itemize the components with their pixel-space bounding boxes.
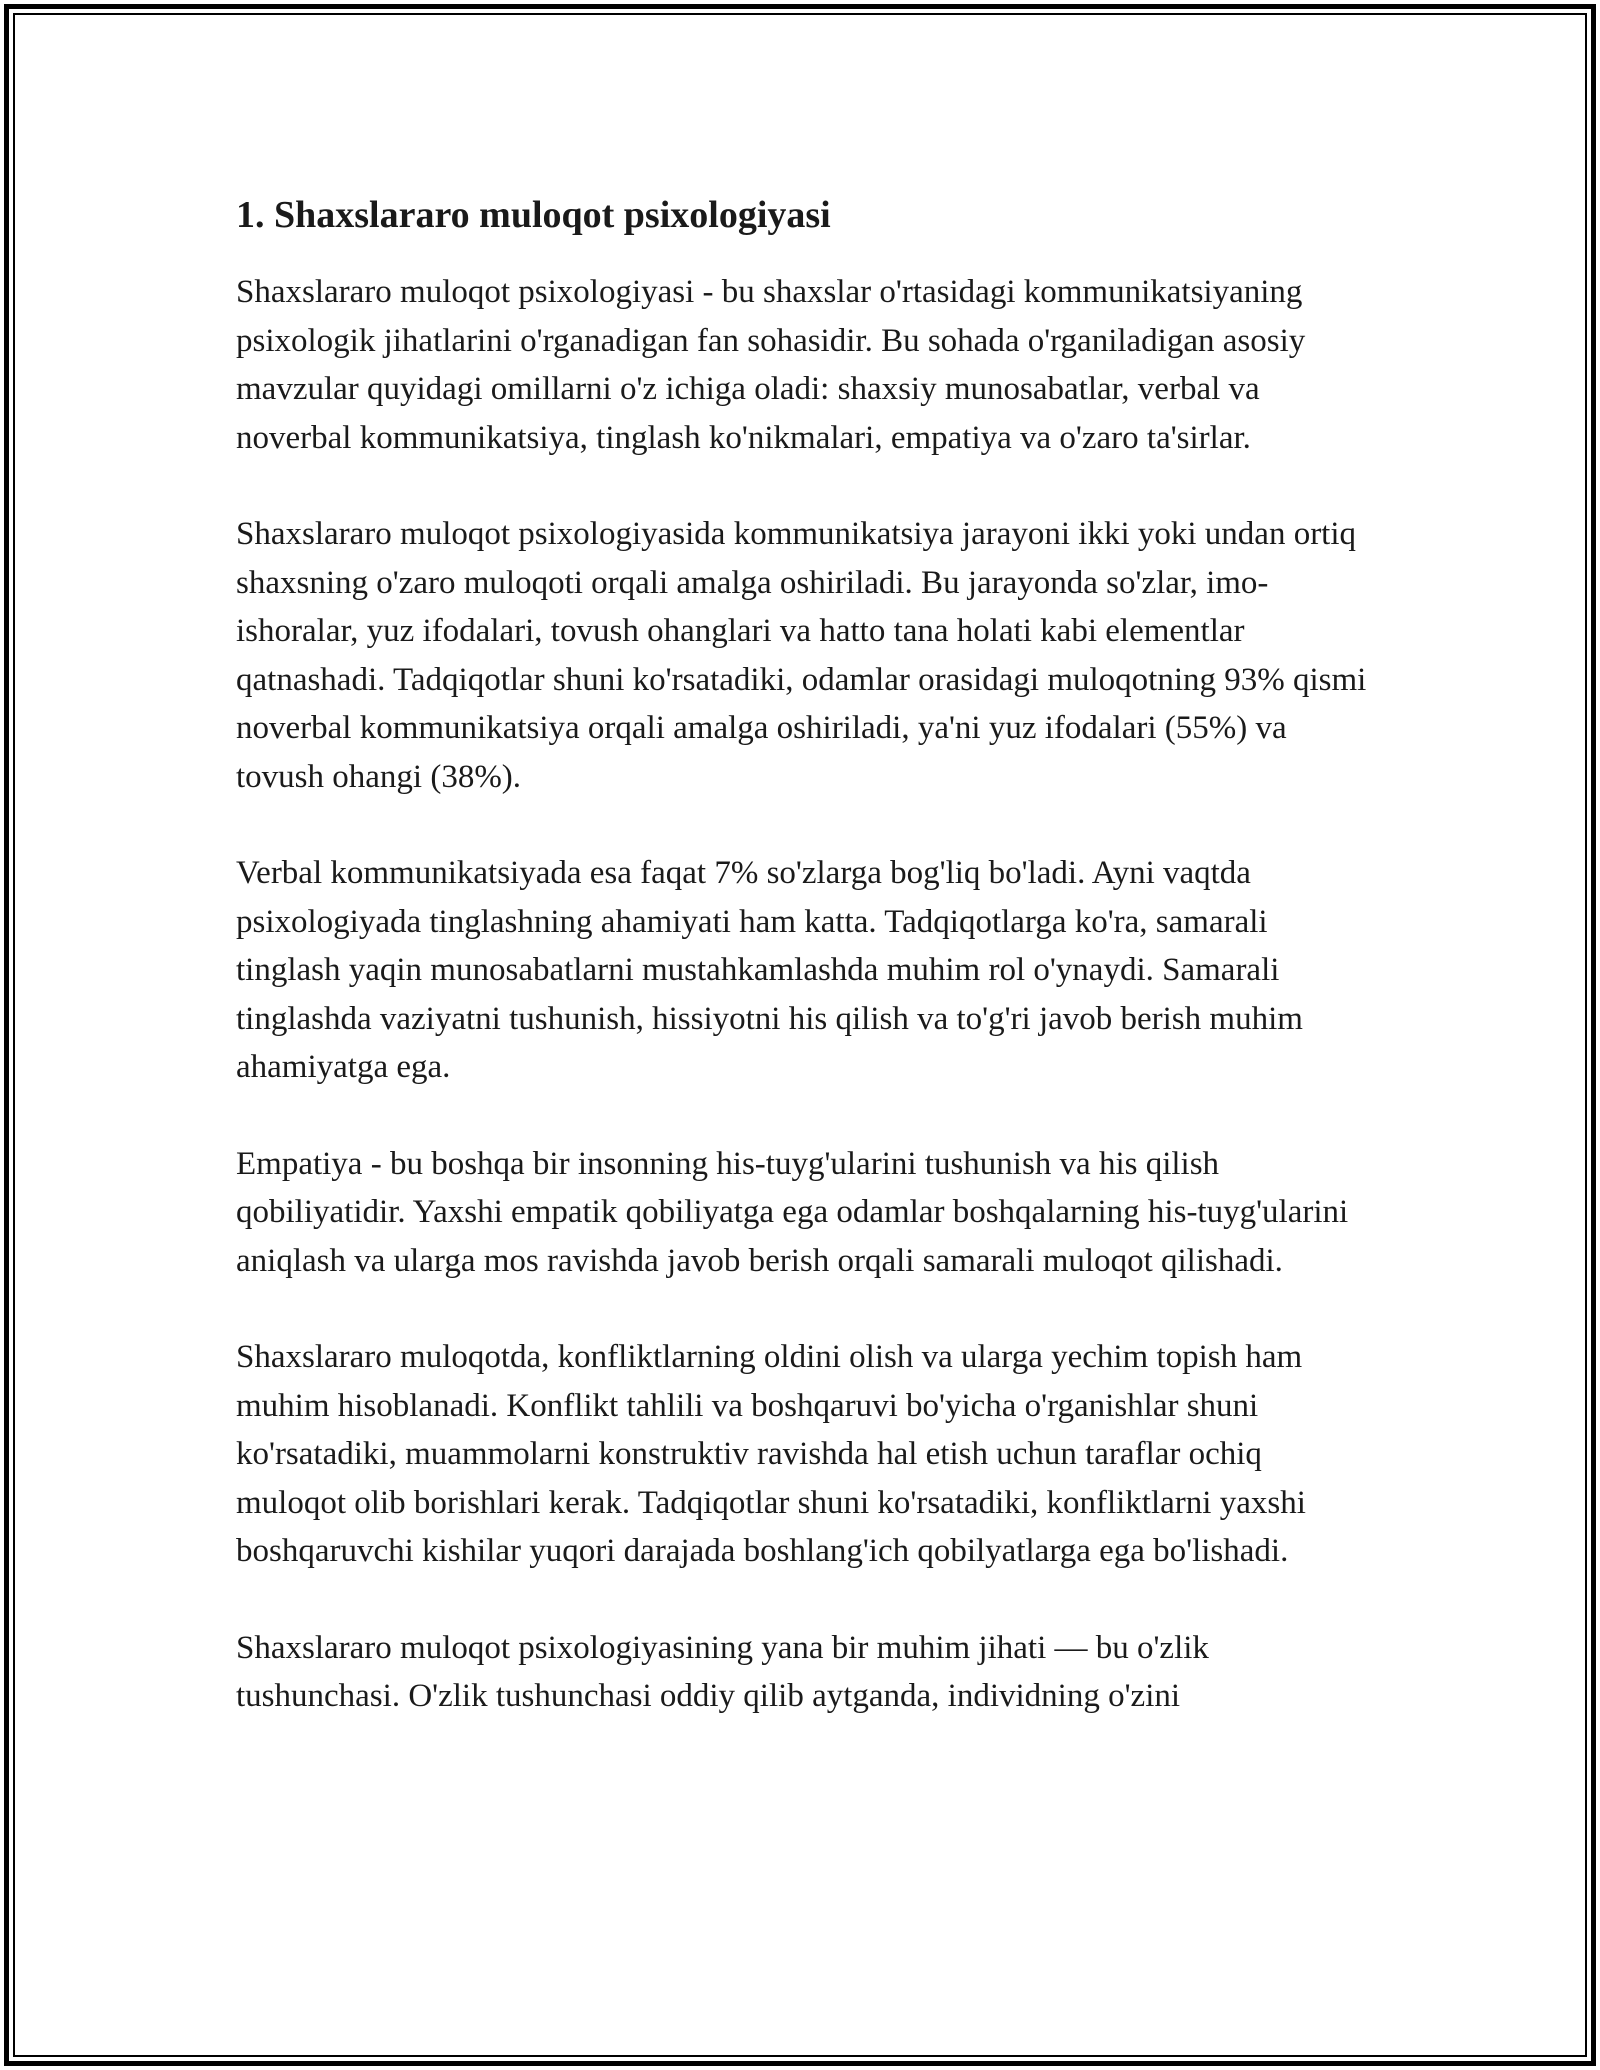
paragraph-conflicts: Shaxslararo muloqotda, konfliktlarning oldini olish va ularga yechim topish ham muhim hisoblanadi. Konflikt tahlili va boshqaruvi bo'yicha o'rganishlar shuni ko'rsatadiki, muammolarni konstruktiv ravishda hal etish uchun taraflar ochiq muloqot olib borishlari kerak. Tadqiqotlar shuni ko'rsatadiki, konfliktlarni yaxshi boshqaruvchi kishilar yuqori darajada boshlang'ich qobilyatlarga ega bo'lishadi. xyxy=(236,1339,1306,1569)
section-heading: 1. Shaxslararo muloqot psixologiyasi xyxy=(236,194,831,236)
paragraph-verbal-listening: Verbal kommunikatsiyada esa faqat 7% so'zlarga bog'liq bo'ladi. Ayni vaqtda psixologiyada tinglashning ahamiyati ham katta. Tadqiqotlarga ko'ra, samarali tinglash yaqin munosabatlarni mustahkamlashda muhim rol o'ynaydi. Samarali tinglashda vaziyatni tushunish, hissiyotni his qilish va to'g'ri javob berish muhim ahamiyatga ega. xyxy=(236,855,1303,1085)
document-body xyxy=(236,188,1376,1769)
paragraph-communication-process: Shaxslararo muloqot psixologiyasida kommunikatsiya jarayoni ikki yoki undan ortiq shaxsning o'zaro muloqoti orqali amalga oshiriladi. Bu jarayonda so'zlar, imo-ishoralar, yuz ifodalari, tovush ohanglari va hatto tana holati kabi elementlar qatnashadi. Tadqiqotlar shuni ko'rsatadiki, odamlar orasidagi muloqotning 93% qismi noverbal kommunikatsiya orqali amalga oshiriladi, ya'ni yuz ifodalari (55%) va tovush ohangi (38%). xyxy=(236,516,1367,795)
paragraph-intro: Shaxslararo muloqot psixologiyasi - bu shaxslar o'rtasidagi kommunikatsiyaning psixologik jihatlarini o'rganadigan fan sohasidir. Bu sohada o'rganiladigan asosiy mavzular quyidagi omillarni o'z ichiga oladi: shaxsiy munosabatlar, verbal va noverbal kommunikatsiya, tinglash ko'nikmalari, empatiya va o'zaro ta'sirlar. xyxy=(236,274,1306,456)
paragraph-empathy: Empatiya - bu boshqa bir insonning his-tuyg'ularini tushunish va his qilish qobiliyatidir. Yaxshi empatik qobiliyatga ega odamlar boshqalarning his-tuyg'ularini aniqlash va ularga mos ravishda javob berish orqali samarali muloqot qilishadi. xyxy=(236,1145,1349,1279)
paragraph-self-concept: Shaxslararo muloqot psixologiyasining yana bir muhim jihati — bu o'zlik tushunchasi. O'zlik tushunchasi oddiy qilib aytganda, individning o'zini xyxy=(236,1629,1209,1714)
